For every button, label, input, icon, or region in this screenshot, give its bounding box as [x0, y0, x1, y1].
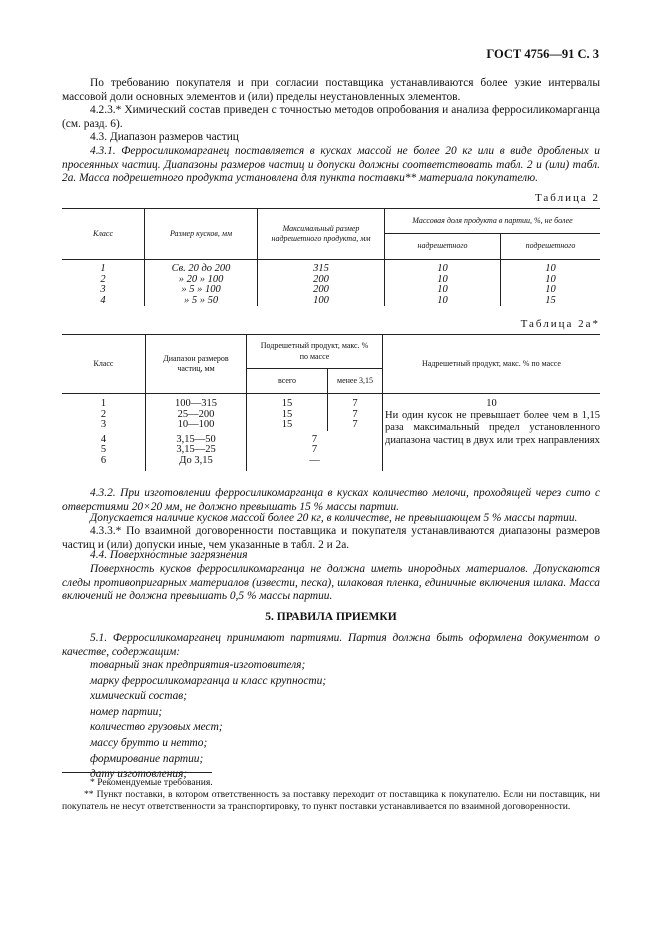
table-2-cell: 10: [385, 275, 501, 286]
list-item: дату изготовления;: [90, 768, 188, 781]
table-2a-cell: 6: [62, 456, 146, 471]
table-2-header-mass: Массовая доля продукта в партии, %, не более: [385, 209, 601, 234]
table-2-cell: 10: [385, 285, 501, 296]
table-2a-header-total: всего: [247, 369, 328, 394]
table-2a-header-class: Класс: [62, 335, 146, 394]
table-2-header-size: Размер кусков, мм: [145, 209, 258, 260]
table-2a-cell: 3,15—50: [146, 431, 247, 446]
table-2a-cell: 7: [328, 420, 383, 431]
table-2a-cell: 1: [62, 394, 146, 410]
contents-list: [62, 658, 600, 783]
table-2a-cell: 4: [62, 431, 146, 446]
table-2a-cell: 7: [247, 431, 383, 446]
table-2a-cell: 7: [328, 394, 383, 410]
table-2: [62, 208, 600, 306]
list-item: количество грузовых мест;: [90, 721, 223, 734]
table-2a-cell: До 3,15: [146, 456, 247, 471]
table-2-cell: 3: [62, 285, 145, 296]
table-2-cell: 200: [258, 285, 385, 296]
table-2-cell: » 20 » 100: [145, 275, 258, 286]
table-2a-over-note: Ни один кусок не превышает более чем в 1,15 раза максимальный предел установленного диапазона частиц в двух или трех направлениях: [385, 409, 600, 446]
table-2a-caption: Таблица 2а*: [520, 318, 600, 330]
table-2-cell: 10: [545, 273, 556, 285]
table-2-header-under: подрешетного: [501, 234, 601, 260]
list-item: массу брутто и нетто;: [90, 736, 208, 749]
table-2-cell: 100: [258, 296, 385, 307]
paragraph-4-3-1: 4.3.1. Ферросиликомарганец поставляется в кусках массой не более 20 кг или в виде дробленых и просеянных частиц. Диапазоны размеров частиц и допуски должны соответствовать табл. 2 и (или) табл. 2а. Масса подрешетного продукта установлена для пункта поставки** материала покупателю.: [62, 145, 600, 185]
paragraph-surface: Поверхность кусков ферросиликомарганца не должна иметь инородных материалов. Допускаются следы противопригарных материалов (извести, песка), шлаковая пленка, единичные включения шлака. Масса включений не должна превышать 0,5 % массы партии.: [62, 563, 600, 603]
list-item: товарный знак предприятия-изготовителя;: [90, 659, 306, 671]
table-2a-over-cell: [383, 394, 601, 471]
table-2-cell: Св. 20 до 200: [145, 260, 258, 275]
paragraph-4-3-3: 4.3.3.* По взаимной договоренности поставщика и покупателя устанавливаются диапазоны размеров частиц и (или) допуски иные, чем указанные в табл. 2 и 2а.: [62, 525, 600, 551]
table-2a-cell: 15: [247, 410, 328, 421]
paragraph-4-4: 4.4. Поверхностные загрязнения: [90, 549, 248, 561]
paragraph-intervals: По требованию покупателя и при согласии поставщика устанавливаются более узкие интервалы массовой доли основных элементов и (или) пределы неустановленных элементов.: [62, 77, 600, 103]
paragraph-5-1: 5.1. Ферросиликомарганец принимают партиями. Партия должна быть оформлена документом о качестве, содержащим:: [62, 632, 600, 658]
table-2a-cell: 5: [62, 445, 146, 456]
list-item: номер партии;: [90, 705, 163, 718]
footnote-delivery-point: ** Пункт поставки, в котором ответственность за поставку переходит от поставщика к покупателю. Если ни поставщик, ни покупатель не несут ответственности за транспортировку, то пункт поставки устанавливается по взаимной договоренности.: [62, 789, 600, 812]
table-2a-cell: 100—315: [146, 394, 247, 410]
footnote-divider: [62, 772, 212, 773]
table-2-cell: 315: [258, 260, 385, 275]
list-item: химический состав;: [90, 690, 187, 703]
table-2a-cell: 7: [247, 445, 383, 456]
paragraph-4-3-2: 4.3.2. При изготовлении ферросиликомарганца в кусках количество мелочи, проходящей через сито с отверстиями 20×20 мм, не должно превышать 15 % массы партии.: [62, 487, 600, 513]
table-2-cell: 10: [545, 263, 556, 274]
table-2-cell: » 5 » 100: [145, 285, 258, 296]
table-2a-cell: 25—200: [146, 410, 247, 421]
table-2a-header-under: Подрешетный продукт, макс. % по массе: [247, 335, 383, 369]
table-2-cell: » 5 » 50: [145, 296, 258, 307]
table-2-cell: 4: [62, 296, 145, 307]
table-2-header-over: надрешетного: [385, 234, 501, 260]
table-2a-header-less: менее 3,15: [328, 369, 383, 394]
table-2-header-class: Класс: [62, 209, 145, 260]
table-2a-cell: 10—100: [146, 420, 247, 431]
table-2-cell: 10: [545, 284, 556, 296]
table-2a-header-over: Надрешетный продукт, макс. % по массе: [383, 335, 601, 394]
table-2-cell: 2: [62, 275, 145, 286]
section-title: 5. ПРАВИЛА ПРИЕМКИ: [265, 611, 397, 623]
table-2-cell: 10: [385, 260, 501, 275]
table-2a-cell: 2: [62, 410, 146, 421]
table-2-cell: 200: [258, 275, 385, 286]
table-2-header-max: Максимальный размер надрешетного продукта, мм: [258, 209, 385, 260]
table-2a-cell: 3,15—25: [146, 445, 247, 456]
paragraph-4-3: 4.3. Диапазон размеров частиц: [90, 131, 239, 143]
table-2-cell: 10: [385, 296, 501, 307]
table-2a-cell: 15: [247, 394, 328, 410]
list-item: марку ферросиликомарганца и класс крупности;: [90, 674, 327, 687]
table-2-cell: 15: [545, 294, 556, 306]
table-2a-cell: 3: [62, 420, 146, 431]
page-header: ГОСТ 4756—91 С. 3: [486, 47, 599, 61]
table-2a-cell: —: [247, 456, 383, 471]
table-2a-header-range: Диапазон размеров частиц, мм: [146, 335, 247, 394]
table-2-cell: 1: [62, 260, 145, 275]
footnote-recommended: * Рекомендуемые требования.: [90, 777, 213, 788]
table-2a-cell: 15: [247, 420, 328, 431]
paragraph-4-2-3: 4.2.3.* Химический состав приведен с точностью методов опробования и анализа ферросиликомарганца (см. разд. 6).: [62, 104, 600, 130]
table-2a-over-value: 10: [486, 398, 497, 409]
table-2a-cell: 7: [328, 410, 383, 421]
list-item: формирование партии;: [90, 752, 204, 765]
paragraph-large-pieces: Допускается наличие кусков массой более 20 кг, в количестве, не превышающем 5 % массы партии.: [90, 512, 578, 524]
table-2a: [62, 334, 600, 471]
table-2-caption: Таблица 2: [534, 192, 600, 204]
